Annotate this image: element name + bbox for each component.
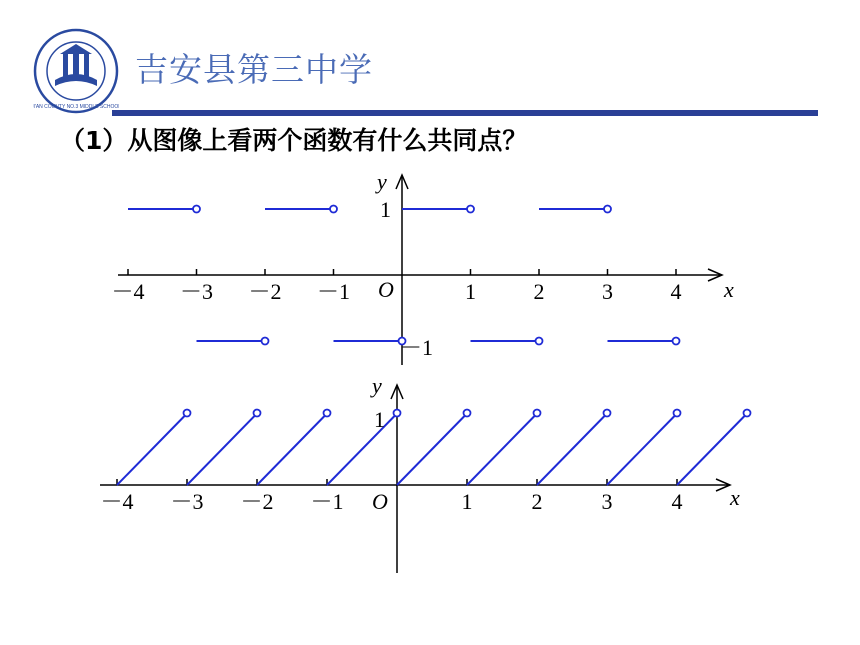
x-tick-label: 1 — [465, 279, 476, 304]
open-endpoint — [536, 338, 543, 345]
open-endpoint — [604, 206, 611, 213]
open-endpoint — [394, 410, 401, 417]
open-endpoint — [464, 410, 471, 417]
y-axis-label: y — [377, 169, 387, 194]
x-tick-label: －3 — [170, 489, 204, 514]
open-endpoint — [324, 410, 331, 417]
step-function-graph — [0, 165, 860, 365]
sawtooth-segment — [607, 416, 675, 485]
sawtooth-segment — [467, 416, 535, 485]
question-text: （1）从图像上看两个函数有什么共同点？ — [60, 126, 528, 155]
x-tick-label: 2 — [531, 489, 543, 514]
open-endpoint — [262, 338, 269, 345]
school-name: 吉安县第三中学 — [135, 50, 373, 89]
x-axis-label: x — [730, 485, 740, 510]
y-tick-label: 1 — [380, 197, 391, 222]
x-tick-label: －4 — [100, 489, 134, 514]
x-tick-label: －1 — [310, 489, 344, 514]
x-tick-label: 3 — [601, 489, 613, 514]
sawtooth-segment — [677, 416, 745, 485]
origin-label: O — [378, 277, 394, 302]
sawtooth-segment — [257, 416, 325, 485]
origin-label: O — [372, 489, 388, 514]
sawtooth-segment — [187, 416, 255, 485]
x-tick-label: 4 — [670, 279, 682, 304]
x-tick-label: －2 — [248, 279, 282, 304]
open-endpoint — [534, 410, 541, 417]
open-endpoint — [674, 410, 681, 417]
x-tick-label: 1 — [461, 489, 473, 514]
sawtooth-function-graph — [0, 375, 860, 575]
school-logo — [33, 28, 119, 114]
x-tick-label: －1 — [316, 279, 351, 304]
header-divider — [112, 110, 818, 116]
y-tick-label: 1 — [374, 407, 385, 432]
x-axis-label: x — [724, 277, 734, 302]
open-endpoint — [254, 410, 261, 417]
school-logo-icon — [33, 28, 119, 114]
y-axis-label: y — [372, 375, 382, 398]
x-tick-label: －2 — [240, 489, 274, 514]
open-endpoint — [193, 206, 200, 213]
open-endpoint — [744, 410, 751, 417]
open-endpoint — [184, 410, 191, 417]
sawtooth-segment — [537, 416, 605, 485]
sawtooth-segment — [397, 416, 465, 485]
sawtooth-segment — [117, 416, 185, 485]
x-tick-label: －4 — [111, 279, 145, 304]
x-tick-label: 3 — [602, 279, 613, 304]
x-tick-label: 2 — [533, 279, 545, 304]
open-endpoint — [673, 338, 680, 345]
x-tick-label: 4 — [671, 489, 683, 514]
y-tick-label: －1 — [400, 335, 434, 360]
open-endpoint — [467, 206, 474, 213]
open-endpoint — [604, 410, 611, 417]
open-endpoint — [330, 206, 337, 213]
logo-caption: JI'AN COUNTY NO.3 MIDDLE SCHOOL — [33, 104, 119, 110]
x-tick-label: －3 — [179, 279, 214, 304]
